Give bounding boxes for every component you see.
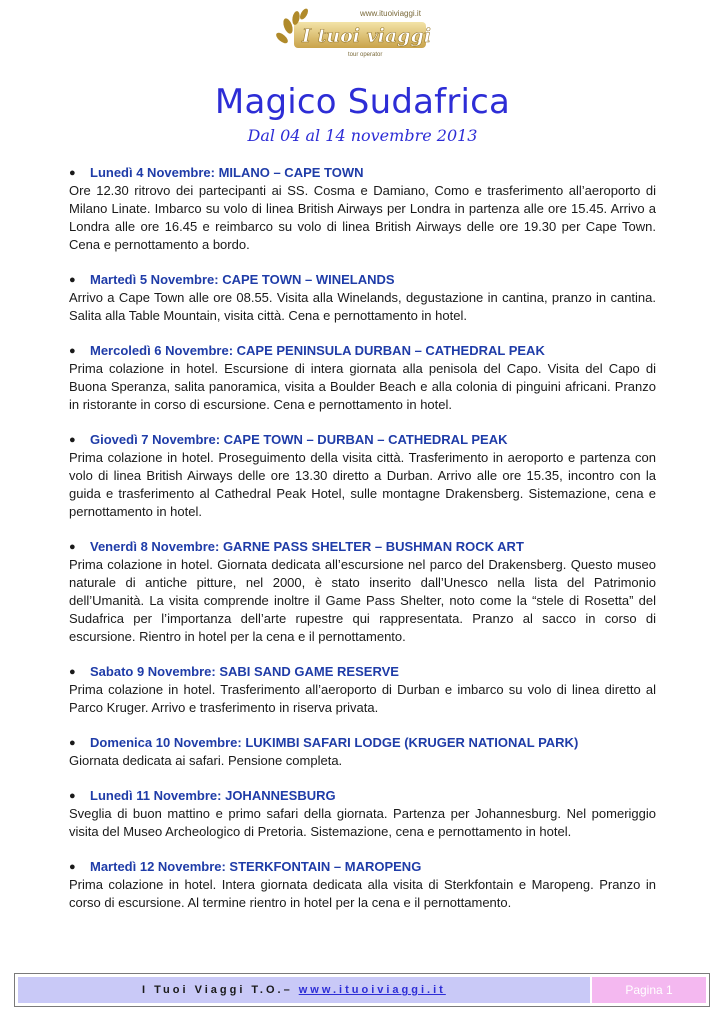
day-description: Prima colazione in hotel. Intera giornata dedicata alla visita di Sterkfontain e Maropeng. Pranzo in corso di escursione. Al termine rientro in hotel per la cena e il pernottamento. — [69, 877, 656, 910]
day-description: Giornata dedicata ai safari. Pensione completa. — [69, 753, 343, 768]
day-heading: Lunedì 11 Novembre: JOHANNESBURG — [90, 788, 336, 803]
day-entry — [69, 538, 656, 646]
day-heading: Domenica 10 Novembre: LUKIMBI SAFARI LODGE (KRUGER NATIONAL PARK) — [90, 735, 579, 750]
day-entry — [69, 734, 656, 770]
footer-company-bar — [18, 977, 590, 1003]
bullet-icon: ● — [69, 434, 76, 446]
logo-url-text: www.ituoiviaggi.it — [360, 9, 421, 18]
day-heading: Mercoledì 6 Novembre: CAPE PENINSULA DURBAN – CATHEDRAL PEAK — [90, 343, 545, 358]
footer-website-link[interactable]: www.ituoiviaggi.it — [298, 984, 446, 996]
bullet-icon: ● — [69, 167, 76, 179]
bullet-icon: ● — [69, 541, 76, 553]
bullet-icon: ● — [69, 737, 76, 749]
bullet-icon: ● — [69, 345, 76, 357]
day-entry — [69, 787, 656, 841]
day-description: Sveglia di buon mattino e primo safari della giornata. Partenza per Johannesburg. Nel pomeriggio visita del Museo Archeologico di Pretoria. Sistemazione, cena e pernottamento in hotel. — [69, 806, 656, 839]
day-entry — [69, 663, 656, 717]
day-entry — [69, 342, 656, 414]
bullet-icon: ● — [69, 861, 76, 873]
page-subtitle: Dal 04 al 14 novembre 2013 — [247, 126, 478, 145]
day-description: Arrivo a Cape Town alle ore 08.55. Visita alla Winelands, degustazione in cantina, pranzo in cantina. Salita alla Table Mountain, visita città. Cena e pernottamento in hotel. — [69, 290, 656, 323]
day-entry — [69, 431, 656, 521]
day-heading: Martedì 12 Novembre: STERKFONTAIN – MAROPENG — [90, 859, 422, 874]
day-description: Prima colazione in hotel. Escursione di intera giornata alla penisola del Capo. Visita del Capo di Buona Speranza, salita panoramica, visita a Boulder Beach e alla colonia di pinguini africani. Pranzo in ristorante in corso di escursione. Cena e pernottamento in hotel. — [69, 361, 656, 412]
bullet-icon: ● — [69, 274, 76, 286]
day-heading: Lunedì 4 Novembre: MILANO – CAPE TOWN — [90, 165, 364, 180]
day-entry — [69, 271, 656, 325]
day-description: Prima colazione in hotel. Giornata dedicata all’escursione nel parco del Drakensberg. Questo museo naturale di antiche pitture, nel 2000, è stato inserito dall’Unesco nella lista del Patrimonio dell’Umanità. La visita comprende inoltre il Game Pass Shelter, noto come la “stele di Rosetta” del Sudafrica per l’importanza dell’arte rupestre qui rappresentata. Pranzo al sacco in corso di escursione. Rientro in hotel per la cena e il pernottamento. — [69, 557, 656, 644]
page-title: Magico Sudafrica — [214, 82, 511, 122]
day-description: Prima colazione in hotel. Proseguimento della visita città. Trasferimento in aeroporto e partenza con volo di linea British Airways delle ore 13.30 diretto a Durban. Arrivo alle ore 15.35, incontro con la guida e trasferimento al Cathedral Peak Hotel, sulle montagne Drakensberg. Sistemazione, cena e pernottamento in hotel. — [69, 450, 656, 519]
day-description: Ore 12.30 ritrovo dei partecipanti ai SS. Cosma e Damiano, Como e trasferimento all’aeroporto di Milano Linate. Imbarco su volo di linea British Airways per Londra in partenza alle ore 15.45. Arrivo a Londra alle ore 16.45 e reimbarco su volo di linea British Airways delle ore 19.30 per Cape Town. Cena e pernottamento a bordo. — [69, 183, 656, 252]
bullet-icon: ● — [69, 666, 76, 678]
logo-name: I tuoi viaggi — [302, 25, 431, 47]
day-heading: Sabato 9 Novembre: SABI SAND GAME RESERVE — [90, 664, 399, 679]
day-heading: Venerdì 8 Novembre: GARNE PASS SHELTER – BUSHMAN ROCK ART — [90, 539, 524, 554]
day-entry — [69, 858, 656, 912]
day-heading: Giovedì 7 Novembre: CAPE TOWN – DURBAN – CATHEDRAL PEAK — [90, 432, 508, 447]
page-footer — [14, 973, 710, 1007]
logo-tagline: tour operator — [348, 52, 383, 58]
day-entry — [69, 164, 656, 254]
day-description: Prima colazione in hotel. Trasferimento all’aeroporto di Durban e imbarco su volo di linea diretto al Parco Kruger. Arrivo e trasferimento in riserva privata. — [69, 682, 656, 715]
day-heading: Martedì 5 Novembre: CAPE TOWN – WINELANDS — [90, 272, 395, 287]
page-number: Pagina 1 — [592, 977, 706, 1003]
bullet-icon: ● — [69, 790, 76, 802]
footer-company: I Tuoi Viaggi T.O.– — [142, 984, 293, 996]
itinerary — [69, 164, 656, 929]
logo — [276, 6, 432, 58]
